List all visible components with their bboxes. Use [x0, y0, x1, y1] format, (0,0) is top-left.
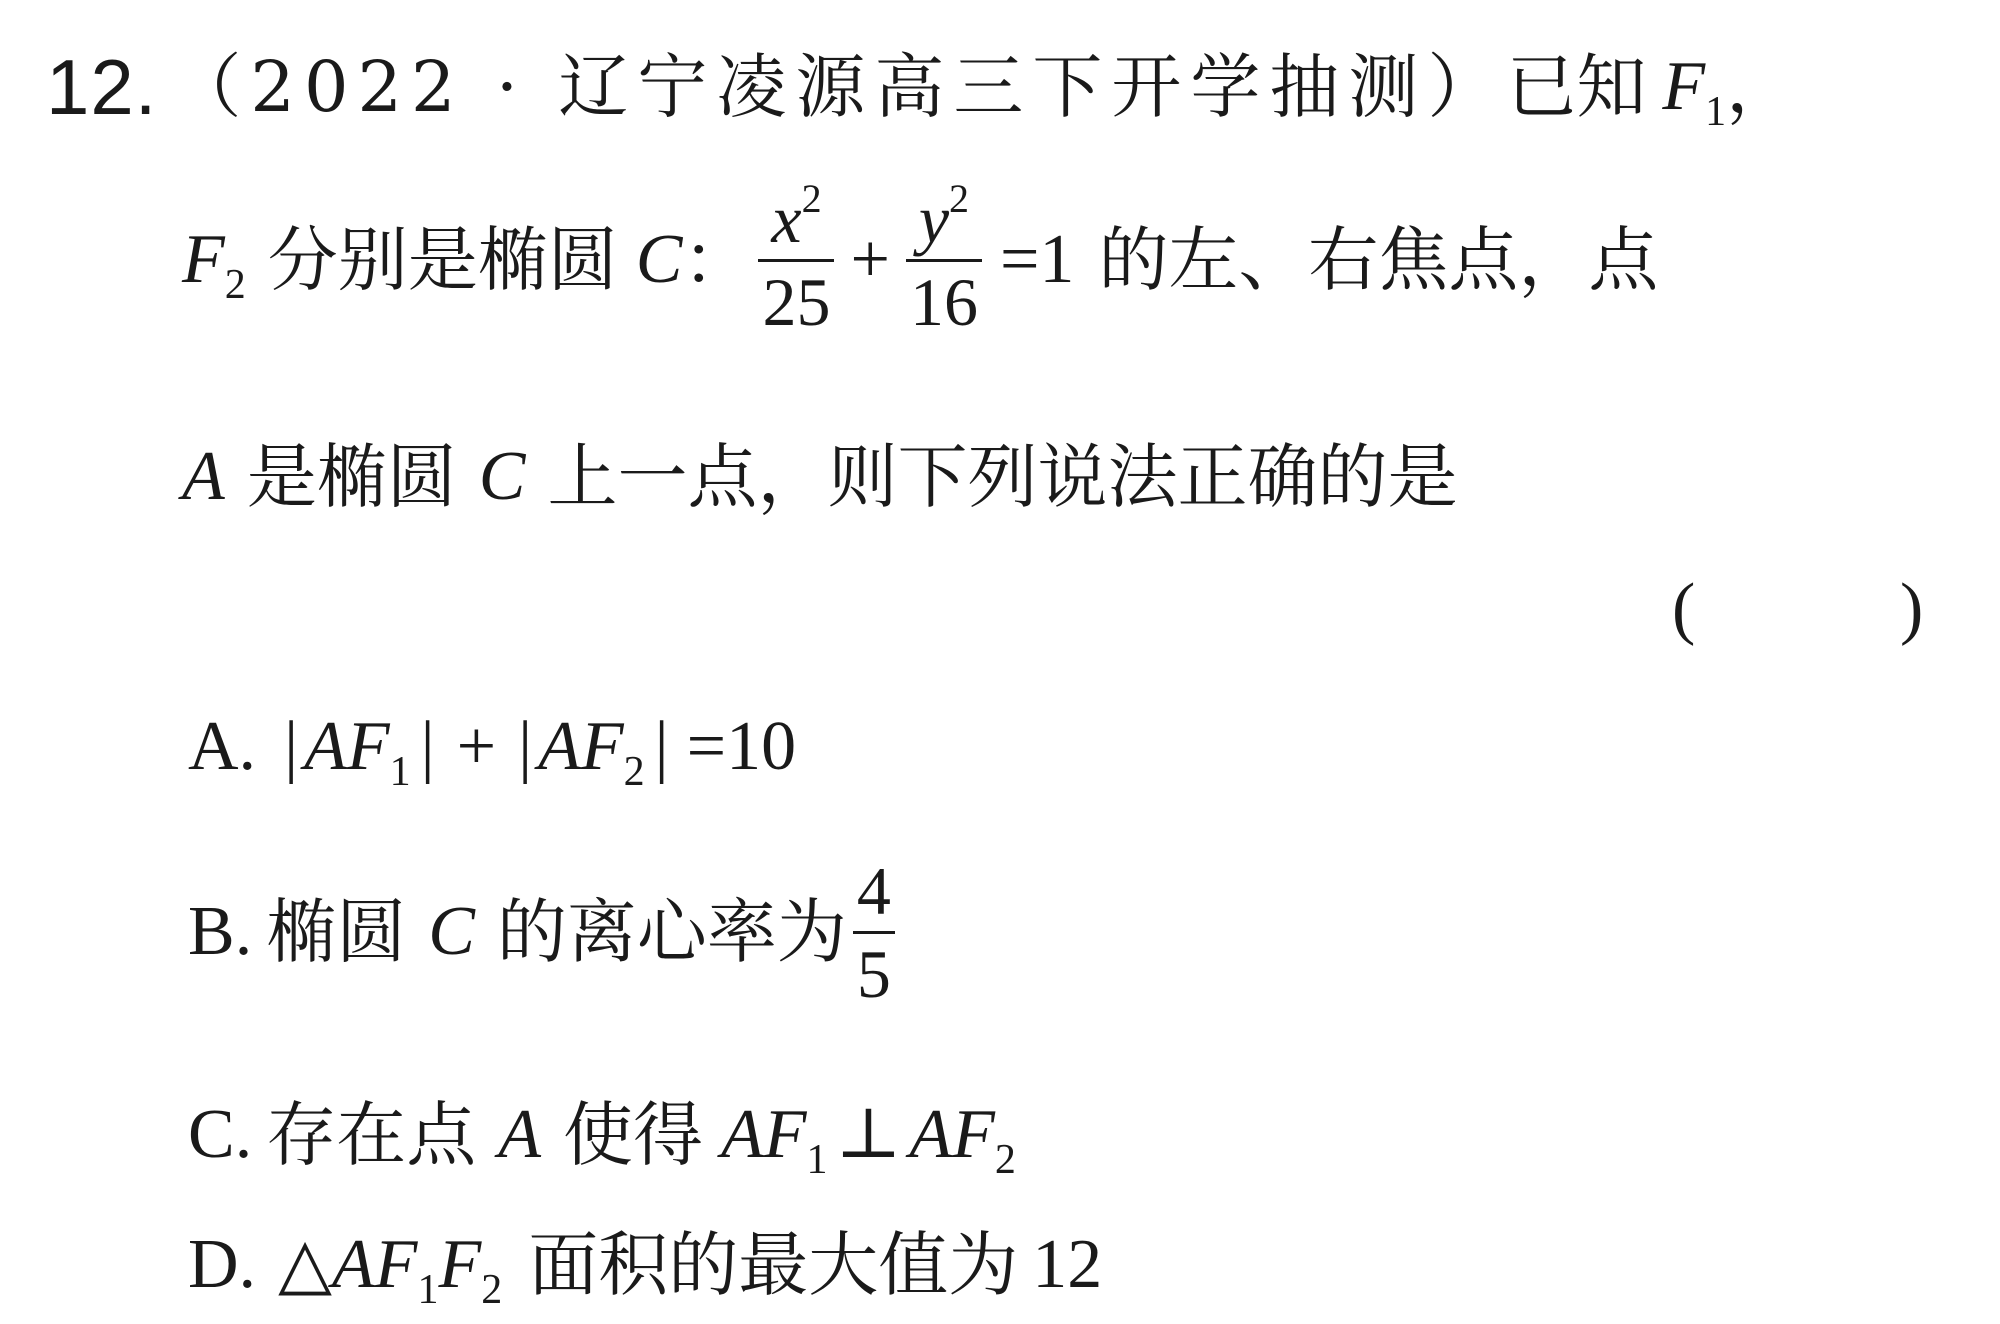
- abs-bar: |: [518, 708, 533, 785]
- equals-one: =1: [999, 221, 1075, 298]
- option-a-result: =10: [686, 708, 797, 785]
- question-line-2: [182, 170, 1658, 350]
- option-d: [188, 1220, 1103, 1313]
- focus-f2: $F_2$: [182, 221, 246, 308]
- question-line-3: [182, 432, 1457, 522]
- ellipse-c: C: [635, 221, 683, 298]
- point-a: A: [182, 438, 225, 515]
- stem-text-5: 上一点，则下列说法正确的是: [547, 436, 1458, 518]
- stem-text-3: 的左、右焦点，点: [1098, 219, 1659, 301]
- option-b-letter: B.: [188, 893, 253, 970]
- segment-af2-c: $AF_2$: [909, 1096, 1016, 1183]
- segment-af1-c: $AF_1$: [720, 1096, 828, 1183]
- option-d-letter: D.: [188, 1226, 257, 1303]
- question-source: （2022 · 辽宁凌源高三下开学抽测）: [171, 46, 1507, 128]
- colon: ：: [682, 219, 753, 301]
- abs-bar: |: [284, 708, 299, 785]
- fraction-4-5: $\frac{4}{5}$: [853, 857, 895, 1008]
- option-b-text-1: 椭圆: [266, 891, 407, 973]
- option-b: [188, 842, 901, 1022]
- option-c-letter: C.: [188, 1096, 253, 1173]
- abs-bar: |: [654, 708, 669, 785]
- stem-text-4: 是椭圆: [246, 436, 457, 518]
- option-d-text: 面积的最大值为: [528, 1224, 1019, 1306]
- stem-text-1: 已知: [1506, 46, 1647, 128]
- segment-af2: $AF_2$: [538, 708, 645, 795]
- question-number: 12.: [46, 43, 158, 131]
- fraction-y2-16: $\frac{y^2}{16}$: [906, 185, 982, 336]
- abs-bar: |: [420, 708, 435, 785]
- triangle-af1f2: $AF_1F_2$: [331, 1226, 503, 1313]
- option-c: [188, 1090, 1016, 1183]
- segment-af1: $AF_1$: [304, 708, 411, 795]
- fraction-x2-25: $\frac{x^2}{25}$: [758, 185, 834, 336]
- ellipse-c-3: C: [428, 893, 475, 970]
- stem-text-2: 分别是椭圆: [267, 219, 618, 301]
- option-b-text-2: 的离心率为: [496, 891, 847, 973]
- answer-paren-left: (: [1672, 570, 1696, 647]
- option-a: [188, 702, 797, 795]
- plus-sign: +: [850, 221, 890, 298]
- option-a-letter: A.: [188, 708, 257, 785]
- answer-paren-right: ): [1900, 570, 1924, 647]
- option-c-text-2: 使得: [562, 1094, 703, 1176]
- option-c-text-1: 存在点: [266, 1094, 477, 1176]
- option-d-value: 12: [1032, 1226, 1103, 1303]
- point-a-2: A: [498, 1096, 541, 1173]
- triangle-symbol: △: [278, 1226, 332, 1303]
- plus-sign: +: [456, 708, 497, 785]
- comma: ，: [1726, 46, 1797, 128]
- focus-f1: $F_1$: [1662, 48, 1727, 135]
- perpendicular-symbol: ⊥: [835, 1096, 902, 1173]
- ellipse-c-2: C: [478, 438, 526, 515]
- question-line-1: [46, 42, 1797, 135]
